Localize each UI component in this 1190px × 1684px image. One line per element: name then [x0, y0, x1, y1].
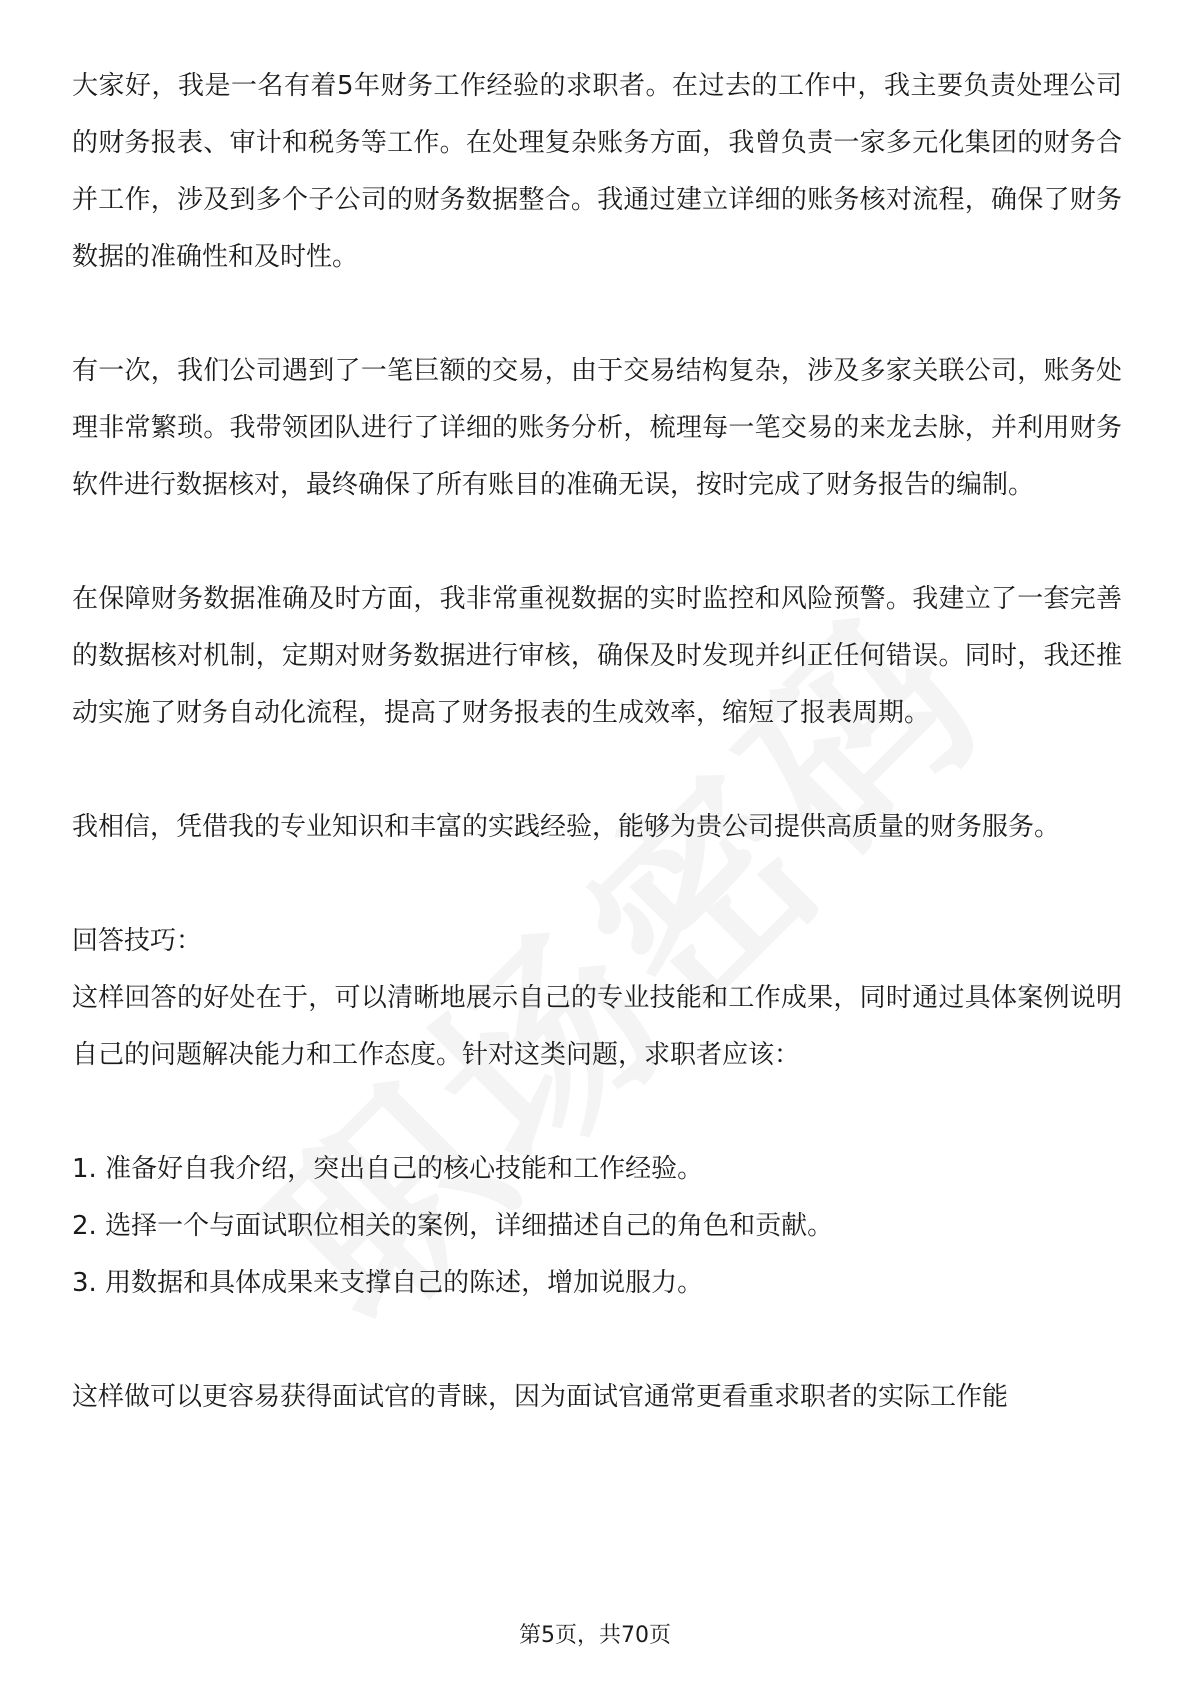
paragraph-intro: 大家好，我是一名有着5年财务工作经验的求职者。在过去的工作中，我主要负责处理公司的财务报表、审计和税务等工作。在处理复杂账务方面，我曾负责一家多元化集团的财务合并工作，涉及到多个子公司的财务数据整合。我通过建立详细的账务核对流程，确保了财务数据的准确性和及时性。 [72, 71, 1122, 272]
page-number: 第5页，共70页 [519, 1623, 671, 1648]
tips-item-1: 1. 准备好自我介绍，突出自己的核心技能和工作经验。 [72, 1154, 704, 1184]
tips-closing: 这样做可以更容易获得面试官的青睐，因为面试官通常更看重求职者的实际工作能 [72, 1382, 1009, 1412]
paragraph-data-accuracy: 在保障财务数据准确及时方面，我非常重视数据的实时监控和风险预警。我建立了一套完善的数据核对机制，定期对财务数据进行审核，确保及时发现并纠正任何错误。同时，我还推动实施了财务自动化流程，提高了财务报表的生成效率，缩短了报表周期。 [72, 584, 1122, 728]
tips-heading: 回答技巧： [72, 926, 203, 956]
paragraph-transaction-case: 有一次，我们公司遇到了一笔巨额的交易，由于交易结构复杂，涉及多家关联公司，账务处理非常繁琐。我带领团队进行了详细的账务分析，梳理每一笔交易的来龙去脉，并利用财务软件进行数据核对，最终确保了所有账目的准确无误，按时完成了财务报告的编制。 [72, 356, 1122, 500]
tips-item-3: 3. 用数据和具体成果来支撑自己的陈述，增加说服力。 [72, 1268, 704, 1298]
paragraph-conclusion: 我相信，凭借我的专业知识和丰富的实践经验，能够为贵公司提供高质量的财务服务。 [72, 812, 1061, 842]
tips-item-2: 2. 选择一个与面试职位相关的案例，详细描述自己的角色和贡献。 [72, 1211, 834, 1241]
tips-intro: 这样回答的好处在于，可以清晰地展示自己的专业技能和工作成果，同时通过具体案例说明自己的问题解决能力和工作态度。针对这类问题，求职者应该： [72, 983, 1122, 1070]
document-body [72, 58, 1122, 1426]
